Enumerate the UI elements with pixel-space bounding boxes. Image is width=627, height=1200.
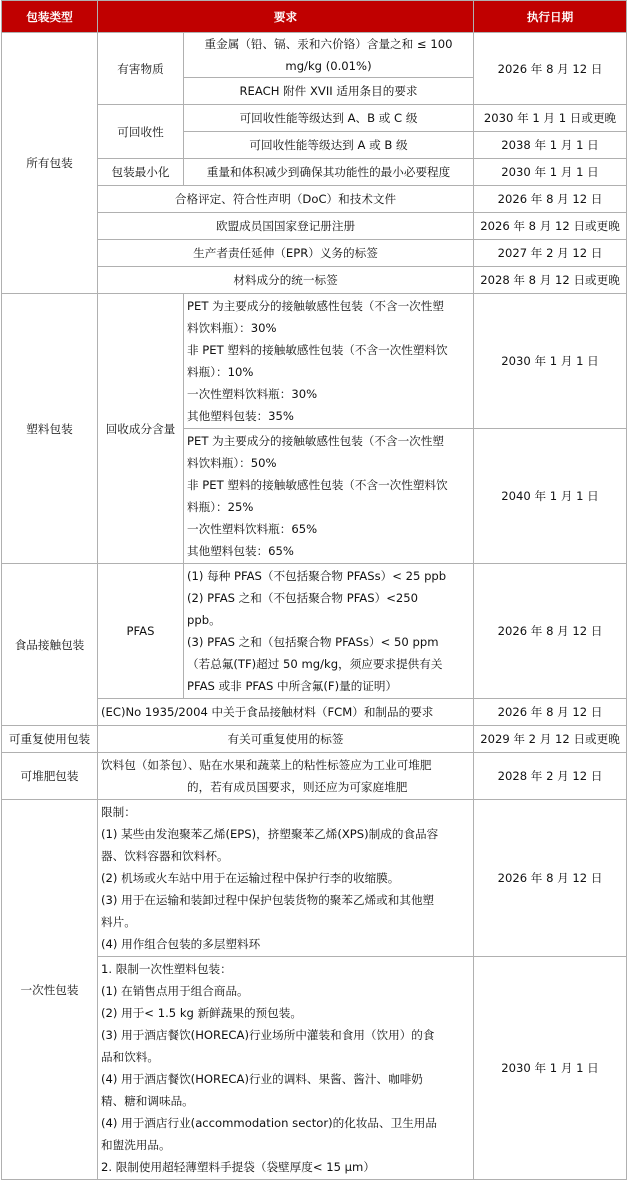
category-single-use: 一次性包装 — [2, 800, 98, 1180]
req-minimization: 重量和体积减少到确保其功能性的最小必要程度 — [184, 159, 474, 186]
table-row — [2, 753, 627, 800]
date-cell: 2038 年 1 月 1 日 — [474, 132, 627, 159]
table-row — [2, 800, 627, 957]
date-cell: 2030 年 1 月 1 日 — [474, 294, 627, 429]
date-cell: 2030 年 1 月 1 日 — [474, 159, 627, 186]
category-plastic: 塑料包装 — [2, 294, 98, 564]
sub-pfas: PFAS — [98, 564, 184, 699]
req-heavy-metal: 重金属（铅、镉、汞和六价铬）含量之和 ≤ 100 mg/kg (0.01%) — [184, 33, 474, 78]
date-cell: 2028 年 2 月 12 日 — [474, 753, 627, 800]
req-registry: 欧盟成员国国家登记册注册 — [98, 213, 474, 240]
date-cell: 2026 年 8 月 12 日 — [474, 564, 627, 699]
sub-minimization: 包装最小化 — [98, 159, 184, 186]
header-row — [2, 1, 627, 33]
req-material-label: 材料成分的统一标签 — [98, 267, 474, 294]
req-reusable: 有关可重复使用的标签 — [98, 726, 474, 753]
date-cell: 2026 年 8 月 12 日或更晚 — [474, 213, 627, 240]
req-doc: 合格评定、符合性声明（DoC）和技术文件 — [98, 186, 474, 213]
req-epr: 生产者责任延伸（EPR）义务的标签 — [98, 240, 474, 267]
category-compostable: 可堆肥包装 — [2, 753, 98, 800]
date-cell: 2030 年 1 月 1 日 — [474, 957, 627, 1180]
date-cell: 2026 年 8 月 12 日 — [474, 699, 627, 726]
req-recycled-2040: PET 为主要成分的接触敏感性包装（不含一次性塑 料饮料瓶）：50% 非 PET 塑料的接触敏感性包装（不含一次性塑料饮 料瓶）：25% 一次性塑料饮料瓶：65% 其他塑料包装：65% — [184, 429, 474, 564]
req-single-use-2030: 1. 限制一次性塑料包装： (1) 在销售点用于组合商品。 (2) 用于< 1.5 kg 新鲜蔬果的预包装。 (3) 用于酒店餐饮(HORECA)行业场所中灌装和食用（饮用）的食 品和饮料。 (4) 用于酒店餐饮(HORECA)行业的调料、果酱、酱汁、咖啡奶 精、糖和调味品。 (4) 用于酒店行业(accommodation sector)的化妆品、卫生用品 和盥洗用品。 2. 限制使用超轻薄塑料手提袋（袋壁厚度< 15 μm） — [98, 957, 474, 1180]
table-row — [2, 726, 627, 753]
regulation-table — [1, 0, 627, 1180]
table-row — [2, 564, 627, 699]
category-food: 食品接触包装 — [2, 564, 98, 726]
date-cell: 2028 年 8 月 12 日或更晚 — [474, 267, 627, 294]
req-recycled-2030: PET 为主要成分的接触敏感性包装（不含一次性塑 料饮料瓶）：30% 非 PET 塑料的接触敏感性包装（不含一次性塑料饮 料瓶）：10% 一次性塑料饮料瓶：30% 其他塑料包装：35% — [184, 294, 474, 429]
date-cell: 2027 年 2 月 12 日 — [474, 240, 627, 267]
date-cell: 2026 年 8 月 12 日 — [474, 33, 627, 105]
sub-hazard: 有害物质 — [98, 33, 184, 105]
header-date: 执行日期 — [474, 1, 627, 33]
date-cell: 2030 年 1 月 1 日或更晚 — [474, 105, 627, 132]
header-type: 包装类型 — [2, 1, 98, 33]
sub-recyclability: 可回收性 — [98, 105, 184, 159]
header-requirement: 要求 — [98, 1, 474, 33]
req-recyc-ab: 可回收性能等级达到 A 或 B 级 — [184, 132, 474, 159]
category-reusable: 可重复使用包装 — [2, 726, 98, 753]
req-single-use-2026: 限制： (1) 某些由发泡聚苯乙烯(EPS)，挤塑聚苯乙烯(XPS)制成的食品容 器、饮料容器和饮料杯。 (2) 机场或火车站中用于在运输过程中保护行李的收缩膜。 (3) 用于在运输和装卸过程中保护包装货物的聚苯乙烯或和其他塑 料片。 (4) 用作组合包装的多层塑料环 — [98, 800, 474, 957]
table-row — [2, 33, 627, 78]
date-cell: 2029 年 2 月 12 日或更晚 — [474, 726, 627, 753]
date-cell: 2040 年 1 月 1 日 — [474, 429, 627, 564]
date-cell: 2026 年 8 月 12 日 — [474, 186, 627, 213]
req-compostable: 饮料包（如茶包）、贴在水果和蔬菜上的粘性标签应为工业可堆肥 的，若有成员国要求，则还应为可家庭堆肥 — [98, 753, 474, 800]
req-reach: REACH 附件 XVII 适用条目的要求 — [184, 78, 474, 105]
sub-recycled-content: 回收成分含量 — [98, 294, 184, 564]
category-all: 所有包装 — [2, 33, 98, 294]
req-pfas: (1) 每种 PFAS（不包括聚合物 PFASs）< 25 ppb (2) PFAS 之和（不包括聚合物 PFAS）<250 ppb。 (3) PFAS 之和（包括聚合物 PFASs）< 50 ppm （若总氟(TF)超过 50 mg/kg，须应要求提供有关 PFAS 或非 PFAS 中所含氟(F)量的证明） — [184, 564, 474, 699]
req-recyc-abc: 可回收性能等级达到 A、B 或 C 级 — [184, 105, 474, 132]
table-row — [2, 294, 627, 429]
req-fcm: (EC)No 1935/2004 中关于食品接触材料（FCM）和制品的要求 — [98, 699, 474, 726]
date-cell: 2026 年 8 月 12 日 — [474, 800, 627, 957]
